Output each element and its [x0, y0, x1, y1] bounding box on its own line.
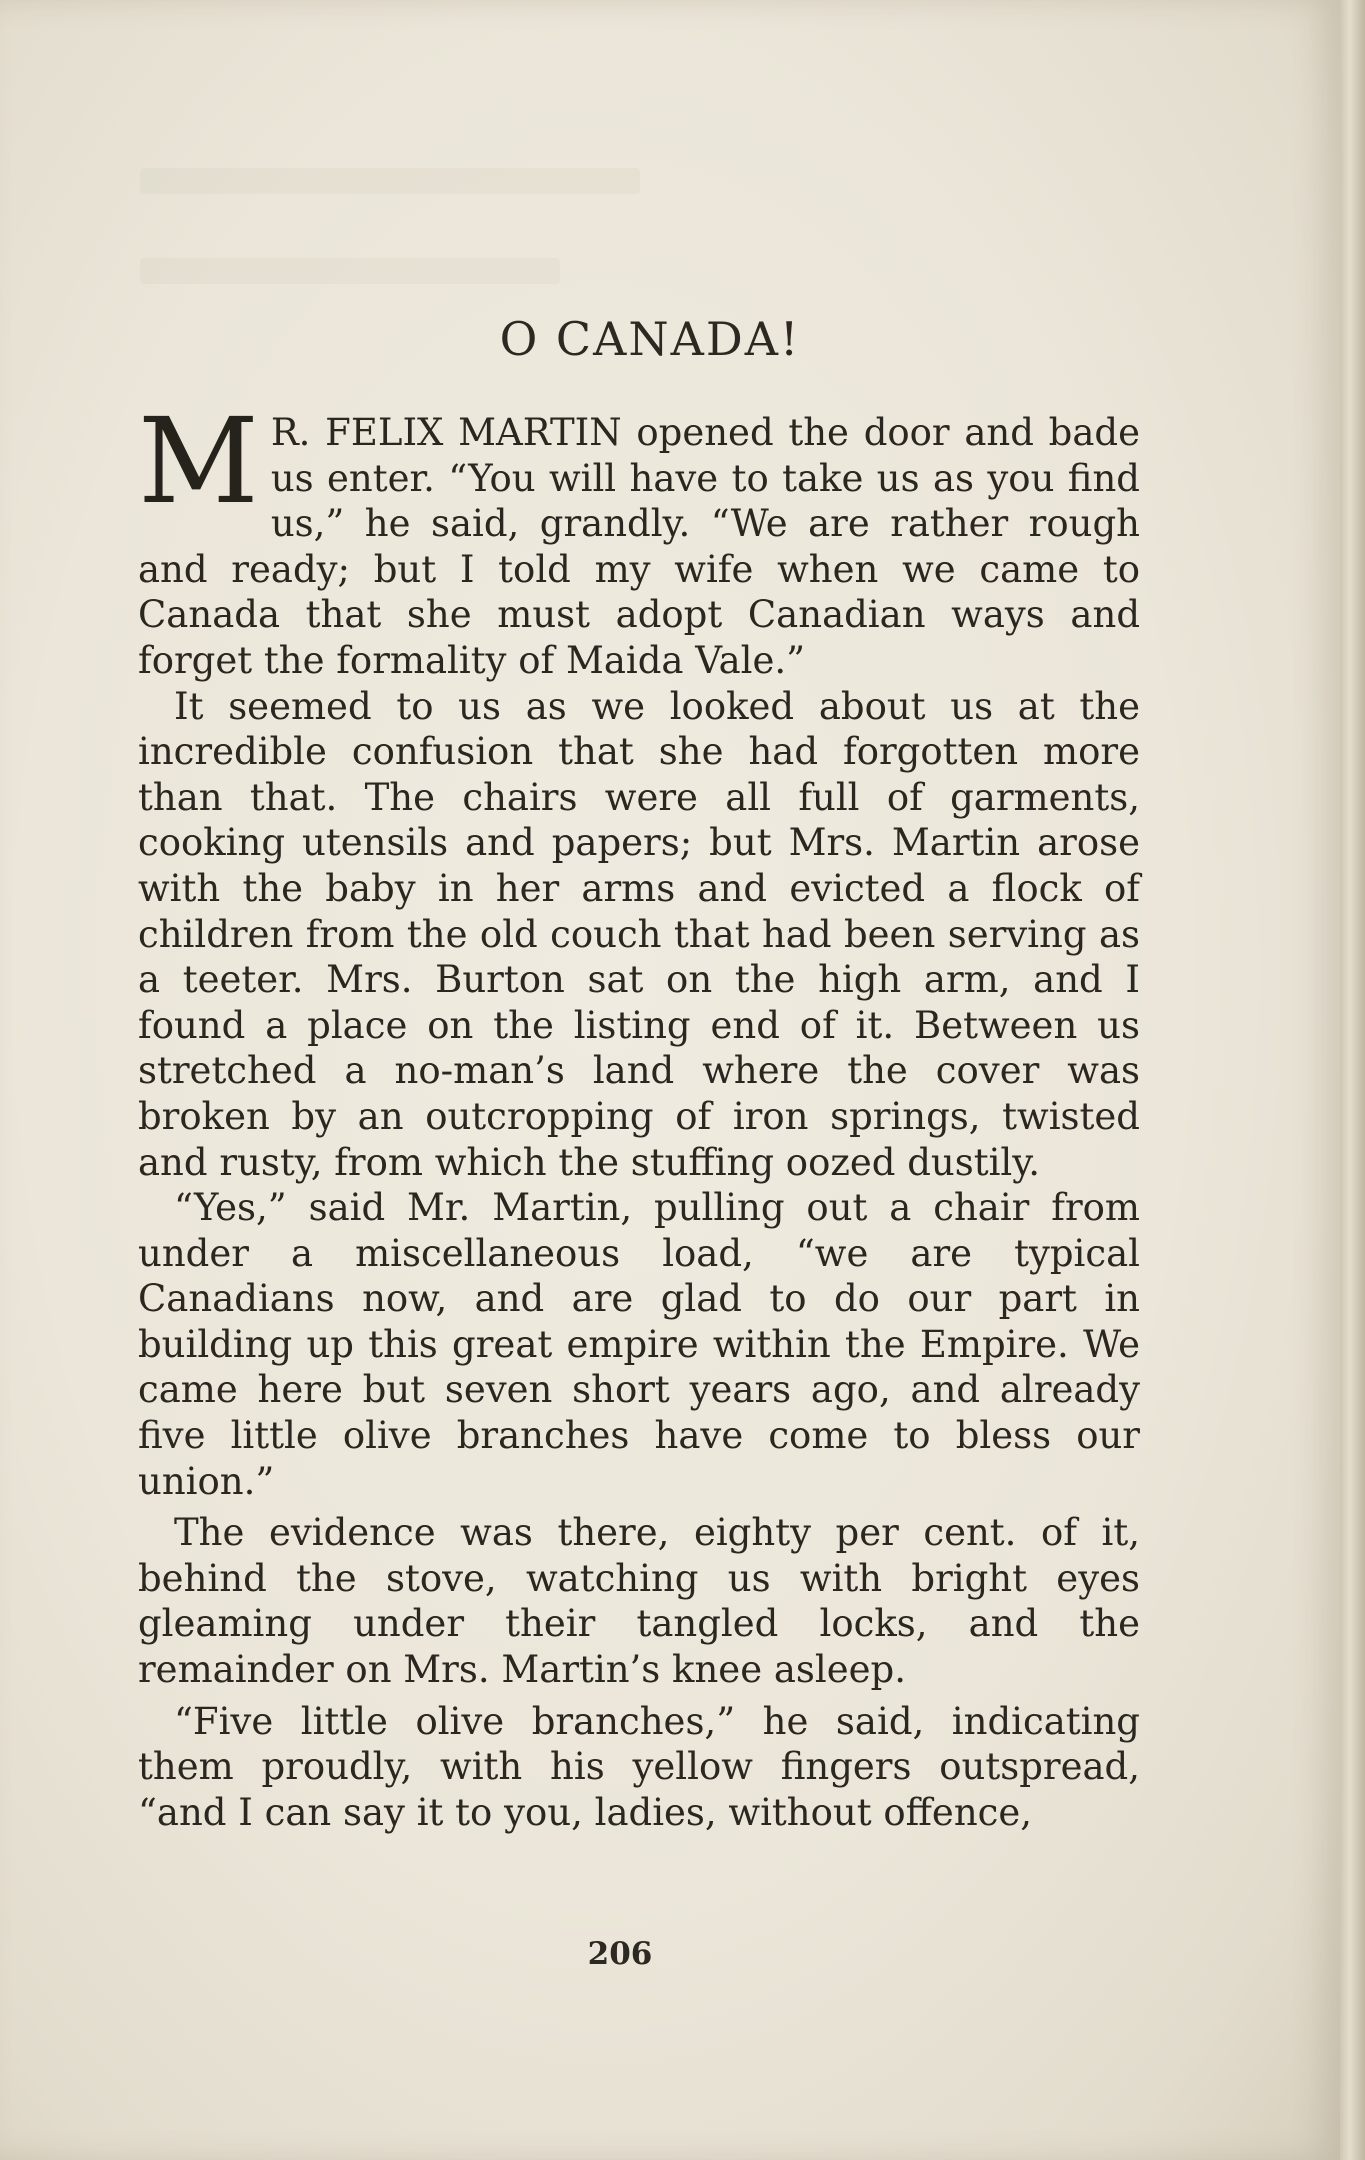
- drop-cap: M: [138, 392, 259, 530]
- paragraph-1: [138, 392, 1140, 684]
- paragraph-1-text: R. FELIX MARTIN opened the door and bade us enter. “You will have to take us as you find us,” he said, grandly. “We are rather rough and ready; but I told my wife when we came to Canada that she must adopt Canadian ways and forget the formality of Maida Vale.”: [138, 411, 1140, 682]
- paragraph-2: It seemed to us as we looked about us at the incredible confusion that she had forgotten more than that. The chairs were all full of garments, cooking utensils and papers; but Mrs. Martin arose with the baby in her arms and evicted a flock of children from the old couch that had been serving as a teeter. Mrs. Burton sat on the high arm, and I found a place on the listing end of it. Between us stretched a no-man’s land where the cover was broken by an outcropping of iron springs, twisted and rusty, from which the stuffing oozed dustily.: [138, 684, 1140, 1184]
- paragraph-5: “Five little olive branches,” he said, indicating them proudly, with his yellow fingers outspread, “and I can say it to you, ladies, without offence,: [138, 1699, 1140, 1834]
- show-through-shadow: [140, 258, 560, 284]
- chapter-title: O CANADA!: [499, 312, 801, 366]
- page-gutter-edge: [1340, 0, 1365, 2160]
- show-through-shadow: [140, 168, 640, 194]
- body-text: [138, 392, 1140, 1835]
- paragraph-3: “Yes,” said Mr. Martin, pulling out a chair from under a miscellaneous load, “we are typical Canadians now, and are glad to do our part in building up this great empire within the Empire. We came here but seven short years ago, and already five little olive branches have come to bless our union.”: [138, 1186, 1140, 1503]
- paragraph-4: The evidence was there, eighty per cent. of it, behind the stove, watching us with bright eyes gleaming under their tangled locks, and the remainder on Mrs. Martin’s knee asleep.: [138, 1511, 1140, 1692]
- page-number: 206: [587, 1936, 653, 1972]
